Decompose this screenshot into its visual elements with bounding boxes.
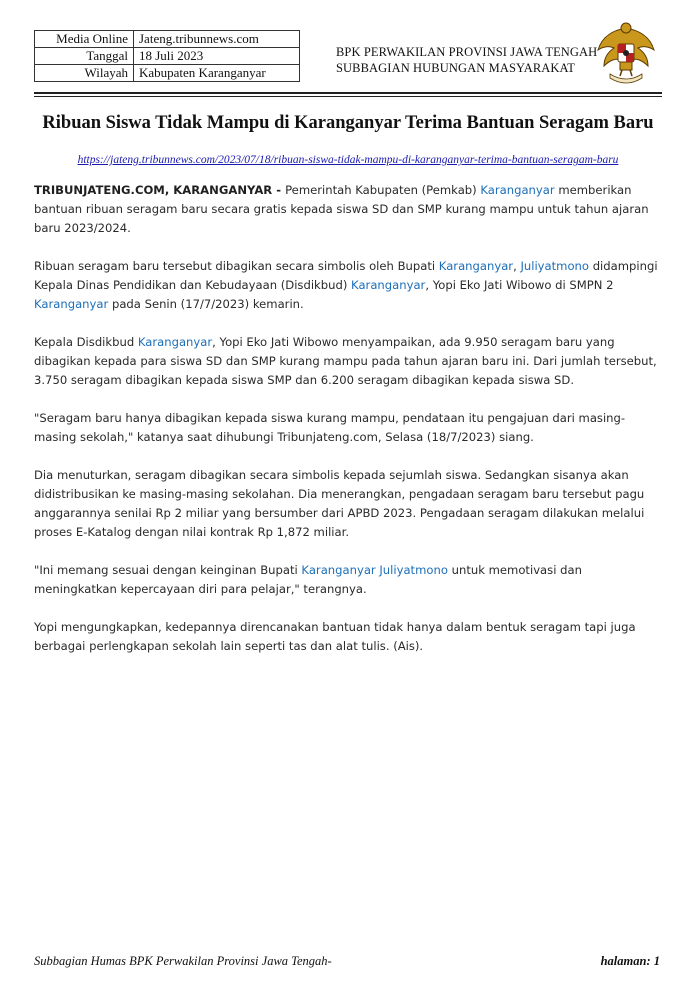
text: didampingi Kepala Dinas Pendidikan dan Kebudayaan (Disdikbud)	[34, 259, 658, 292]
text: untuk memotivasi dan meningkatkan kepercayaan diri para pelajar," terangnya.	[34, 563, 582, 596]
keyword-link[interactable]: Karanganyar	[480, 183, 555, 197]
garuda-emblem-icon	[594, 20, 658, 86]
text: Pemerintah Kabupaten (Pemkab)	[285, 183, 481, 197]
paragraph-3	[34, 333, 664, 390]
text: Ribuan seragam baru tersebut dibagikan secara simbolis oleh Bupati	[34, 259, 439, 273]
paragraph-1	[34, 181, 664, 238]
paragraph-2	[34, 257, 664, 314]
page-number: halaman: 1	[600, 954, 660, 968]
text: , Yopi Eko Jati Wibowo di SMPN 2	[425, 278, 614, 292]
header-rule-thick	[34, 92, 662, 94]
text: , Yopi Eko Jati Wibowo menyampaikan, ada 9.950 seragam baru yang dibagikan kepada para siswa SD dan SMP kurang mampu pada tahun ajaran baru ini. Dari jumlah tersebut, 3.750 seragam dibagikan kepada siswa SMP dan 6.200 seragam dibagikan kepada siswa SD.	[34, 335, 657, 387]
meta-value: 18 Juli 2023	[134, 48, 300, 65]
org-header	[336, 44, 597, 76]
keyword-link[interactable]: Karanganyar	[351, 278, 426, 292]
text: memberikan bantuan ribuan seragam baru secara gratis kepada siswa SD dan SMP kurang mampu untuk tahun ajaran baru 2023/2024.	[34, 183, 649, 235]
media-info-table	[34, 30, 300, 82]
keyword-link[interactable]: Karanganyar	[137, 335, 213, 349]
meta-key: Tanggal	[35, 48, 134, 65]
text: "Ini memang sesuai dengan keinginan Bupati	[34, 563, 302, 577]
meta-key: Media Online	[35, 31, 134, 48]
org-name: BPK PERWAKILAN PROVINSI JAWA TENGAH	[336, 45, 598, 59]
footer-org: Subbagian Humas BPK Perwakilan Provinsi Jawa Tengah-	[34, 954, 332, 968]
paragraph-6	[34, 561, 664, 599]
text: Kepala Disdikbud	[34, 335, 138, 349]
paragraph-7: Yopi mengungkapkan, kedepannya direncanakan bantuan tidak hanya dalam bentuk seragam tapi juga berbagai perlengkapan sekolah lain seperti tas dan alat tulis. (Ais).	[34, 620, 636, 653]
keyword-link[interactable]: Karanganyar Juliyatmono	[301, 563, 448, 577]
meta-row-date	[35, 48, 300, 65]
article-title: Ribuan Siswa Tidak Mampu di Karanganyar Terima Bantuan Seragam Baru	[42, 113, 654, 133]
keyword-link[interactable]: Karanganyar	[34, 297, 109, 311]
meta-row-media	[35, 31, 300, 48]
article-url-link[interactable]: https://jateng.tribunnews.com/2023/07/18/ribuan-siswa-tidak-mampu-di-karanganyar-terima-bantuan-seragam-baru	[77, 154, 619, 166]
article-body	[34, 181, 664, 675]
keyword-link[interactable]: Karanganyar	[438, 259, 514, 273]
paragraph-4: "Seragam baru hanya dibagikan kepada siswa kurang mampu, pendataan itu pengajuan dari masing-masing sekolah," katanya saat dihubungi Tribunjateng.com, Selasa (18/7/2023) siang.	[34, 411, 626, 444]
meta-value: Kabupaten Karanganyar	[134, 65, 300, 82]
meta-key: Wilayah	[35, 65, 134, 82]
dateline: TRIBUNJATENG.COM, KARANGANYAR -	[34, 183, 286, 197]
meta-value: Jateng.tribunnews.com	[134, 31, 300, 48]
header-rule-thin	[34, 96, 662, 97]
meta-row-region	[35, 65, 300, 82]
paragraph-5: Dia menuturkan, seragam dibagikan secara simbolis kepada sejumlah siswa. Sedangkan sisanya akan didistribusikan ke masing-masing sekolahan. Dia menerangkan, pengadaan seragam baru tersebut pagu anggarannya senilai Rp 2 miliar yang bersumber dari APBD 2023. Pengadaan seragam dilakukan melalui proses E-Katalog dengan nilai kontrak Rp 1,872 miliar.	[34, 468, 645, 539]
org-division: SUBBAGIAN HUBUNGAN MASYARAKAT	[336, 61, 576, 75]
keyword-link[interactable]: Juliyatmono	[520, 259, 590, 273]
text: pada Senin (17/7/2023) kemarin.	[108, 297, 304, 311]
text: ,	[513, 259, 521, 273]
